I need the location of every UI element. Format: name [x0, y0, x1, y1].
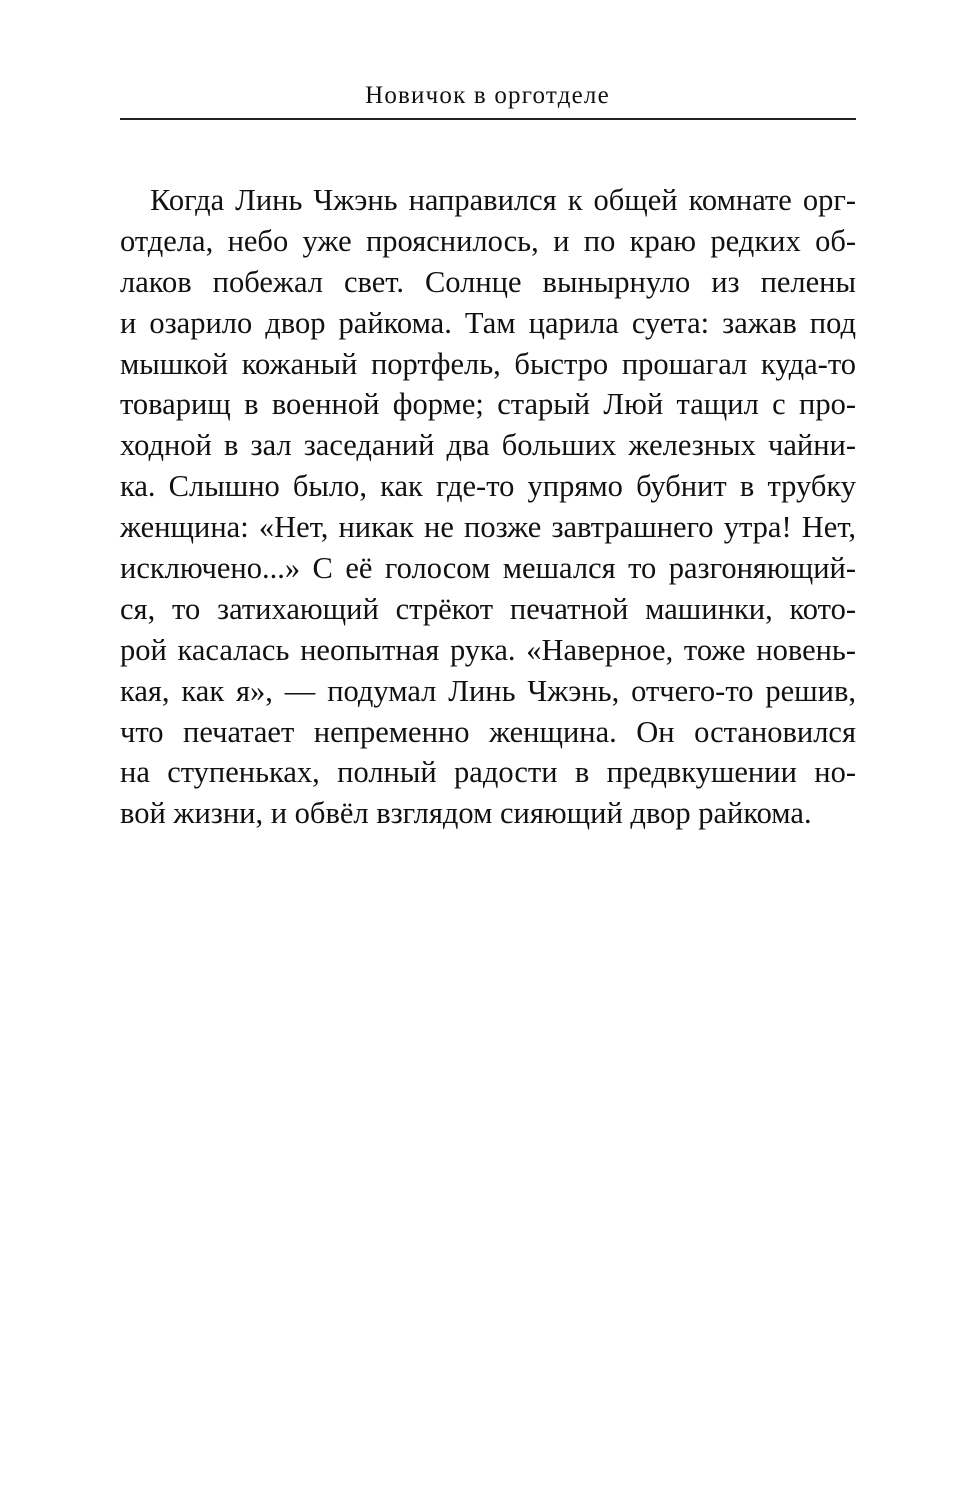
text-line: ходной в зал заседаний два больших железных чайни- [120, 428, 856, 463]
text-line: кая, как я», — подумал Линь Чжэнь, отчего-то решив, [120, 673, 856, 708]
text-line: отдела, небо уже прояснилось, и по краю редких об- [120, 223, 856, 258]
body-paragraph [120, 180, 856, 834]
text-line: лаков побежал свет. Солнце вынырнуло из пелены [120, 264, 856, 299]
text-line: исключено...» С её голосом мешался то разгоняющий- [120, 551, 856, 586]
text-line: Когда Линь Чжэнь направился к общей комнате орг- [150, 183, 856, 217]
text-line: ся, то затихающий стрёкот печатной машинки, кото- [120, 591, 856, 626]
running-title: Новичок в орготделе [365, 82, 610, 109]
header-rule [120, 118, 856, 120]
text-line: женщина: «Нет, никак не позже завтрашнего утра! Нет, [120, 510, 856, 545]
text-line: на ступеньках, полный радости в предвкушении но- [120, 755, 856, 790]
text-line: рой касалась неопытная рука. «Наверное, тоже новень- [120, 632, 856, 667]
text-line: и озарило двор райкома. Там царила суета: зажав под [120, 305, 856, 340]
text-line: товарищ в военной форме; старый Люй тащил с про- [120, 387, 856, 422]
text-line: ка. Слышно было, как где-то упрямо бубнит в трубку [120, 469, 856, 504]
text-line: что печатает непременно женщина. Он остановился [120, 714, 856, 749]
text-line: мышкой кожаный портфель, быстро прошагал куда-то [120, 346, 856, 381]
text-line: вой жизни, и обвёл взглядом сияющий двор райкома. [120, 796, 812, 831]
